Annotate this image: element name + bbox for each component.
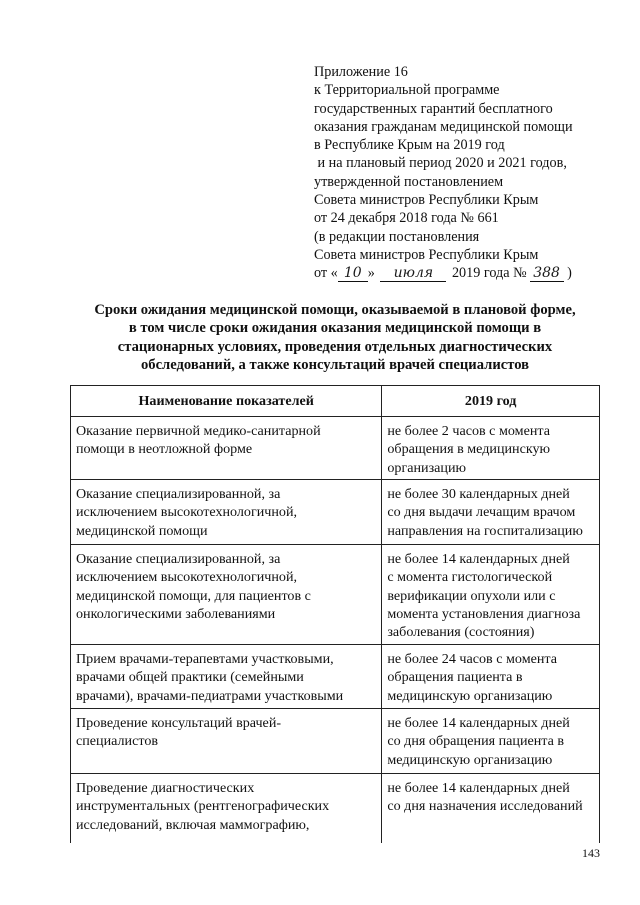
cell-line: не более 2 часов с момента: [387, 423, 550, 439]
cell-line: онкологическими заболеваниями: [76, 605, 276, 622]
handwritten-day: 10: [338, 265, 368, 282]
cell-line: врачами), врачами-педиатрами участковыми: [76, 687, 344, 704]
date-suffix: ): [563, 265, 572, 282]
cell-line: Проведение консультаций врачей-: [76, 715, 282, 731]
cell-line: со дня назначения исследований: [387, 798, 583, 815]
heading-line: Сроки ожидания медицинской помощи, оказываемой в плановой форме,: [94, 302, 576, 318]
date-year: 2019 года №: [448, 265, 527, 282]
indicator-name-cell: [71, 545, 382, 645]
cell-line: момента установления диагноза: [387, 605, 581, 622]
date-prefix: от «: [314, 265, 338, 282]
table-row: [71, 417, 600, 480]
indicator-name-cell: [71, 417, 382, 480]
heading-line: обследований, а также консультаций врачей специалистов: [140, 357, 530, 374]
cell-line: со дня обращения пациента в: [387, 733, 565, 750]
document-heading: [70, 301, 600, 375]
cell-line: исключением высокотехнологичной,: [76, 569, 298, 586]
cell-line: медицинскую организацию: [387, 751, 553, 768]
header-year: 2019 год: [382, 386, 600, 417]
cell-line: не более 24 часов с момента: [387, 651, 558, 667]
indicator-value-cell: [382, 709, 600, 774]
cell-line: верификации опухоли или с: [387, 587, 556, 604]
indicator-value-cell: [382, 645, 600, 709]
appendix-line: в Республике Крым на 2019 год: [314, 137, 505, 154]
cell-line: организацию: [387, 459, 467, 476]
appendix-line: оказания гражданам медицинской помощи: [314, 118, 573, 135]
cell-line: Прием врачами-терапевтами участковыми,: [76, 651, 334, 667]
appendix-line: Приложение 16: [314, 64, 408, 80]
appendix-line: от 24 декабря 2018 года № 661: [314, 210, 499, 227]
header-indicator-name: Наименование показателей: [71, 386, 382, 417]
indicator-value-cell: [382, 545, 600, 645]
cell-line: направления на госпитализацию: [387, 522, 583, 539]
cell-line: Оказание первичной медико-санитарной: [76, 423, 321, 439]
appendix-line: Совета министров Республики Крым: [314, 192, 539, 209]
table-row: [71, 645, 600, 709]
appendix-line: Совета министров Республики Крым: [314, 246, 539, 263]
waiting-times-table: [70, 385, 600, 843]
cell-line: медицинской помощи, для пациентов с: [76, 587, 311, 604]
indicator-name-cell: [71, 480, 382, 545]
indicator-value-cell: [382, 774, 600, 843]
cell-line: заболевания (состояния): [387, 624, 535, 641]
cell-line: медицинскую организацию: [387, 687, 553, 704]
handwritten-month: июля: [380, 265, 446, 282]
cell-line: не более 14 календарных дней: [387, 780, 570, 796]
cell-line: обращения в медицинскую: [387, 441, 551, 458]
cell-line: специалистов: [76, 733, 159, 750]
table-row: [71, 545, 600, 645]
indicator-value-cell: [382, 480, 600, 545]
cell-line: не более 14 календарных дней: [387, 715, 570, 731]
cell-line: инструментальных (рентгенографических: [76, 798, 330, 815]
indicator-name-cell: [71, 645, 382, 709]
appendix-line: государственных гарантий бесплатного: [314, 100, 553, 117]
indicator-value-cell: [382, 417, 600, 480]
table-row: [71, 709, 600, 774]
handwritten-number: 388: [530, 265, 564, 282]
indicator-name-cell: [71, 774, 382, 843]
cell-line: врачами общей практики (семейными: [76, 669, 304, 686]
appendix-line: утвержденной постановлением: [314, 173, 504, 190]
heading-line: стационарных условиях, проведения отдельных диагностических: [117, 338, 553, 355]
cell-line: не более 30 календарных дней: [387, 486, 570, 502]
cell-line: исследований, включая маммографию,: [76, 816, 310, 833]
cell-line: исключением высокотехнологичной,: [76, 504, 298, 521]
cell-line: Оказание специализированной, за: [76, 551, 281, 567]
appendix-line: (в редакции постановления: [314, 228, 480, 245]
page-number: 143: [582, 846, 600, 860]
appendix-line: к Территориальной программе: [314, 82, 500, 99]
cell-line: Проведение диагностических: [76, 780, 255, 796]
cell-line: Оказание специализированной, за: [76, 486, 281, 502]
cell-line: со дня выдачи лечащим врачом: [387, 504, 576, 521]
table-row: [71, 774, 600, 843]
cell-line: обращения пациента в: [387, 669, 523, 686]
table-row: [71, 480, 600, 545]
table-header-row: [71, 386, 600, 417]
appendix-block: [314, 63, 614, 283]
cell-line: не более 14 календарных дней: [387, 551, 570, 567]
cell-line: помощи в неотложной форме: [76, 441, 253, 458]
indicator-name-cell: [71, 709, 382, 774]
heading-line: в том числе сроки ожидания оказания медицинской помощи в: [128, 320, 542, 337]
appendix-line: и на плановый период 2020 и 2021 годов,: [314, 155, 567, 172]
date-middle: »: [367, 265, 379, 282]
cell-line: с момента гистологической: [387, 569, 553, 586]
amendment-date-line: [314, 264, 614, 282]
cell-line: медицинской помощи: [76, 522, 208, 539]
